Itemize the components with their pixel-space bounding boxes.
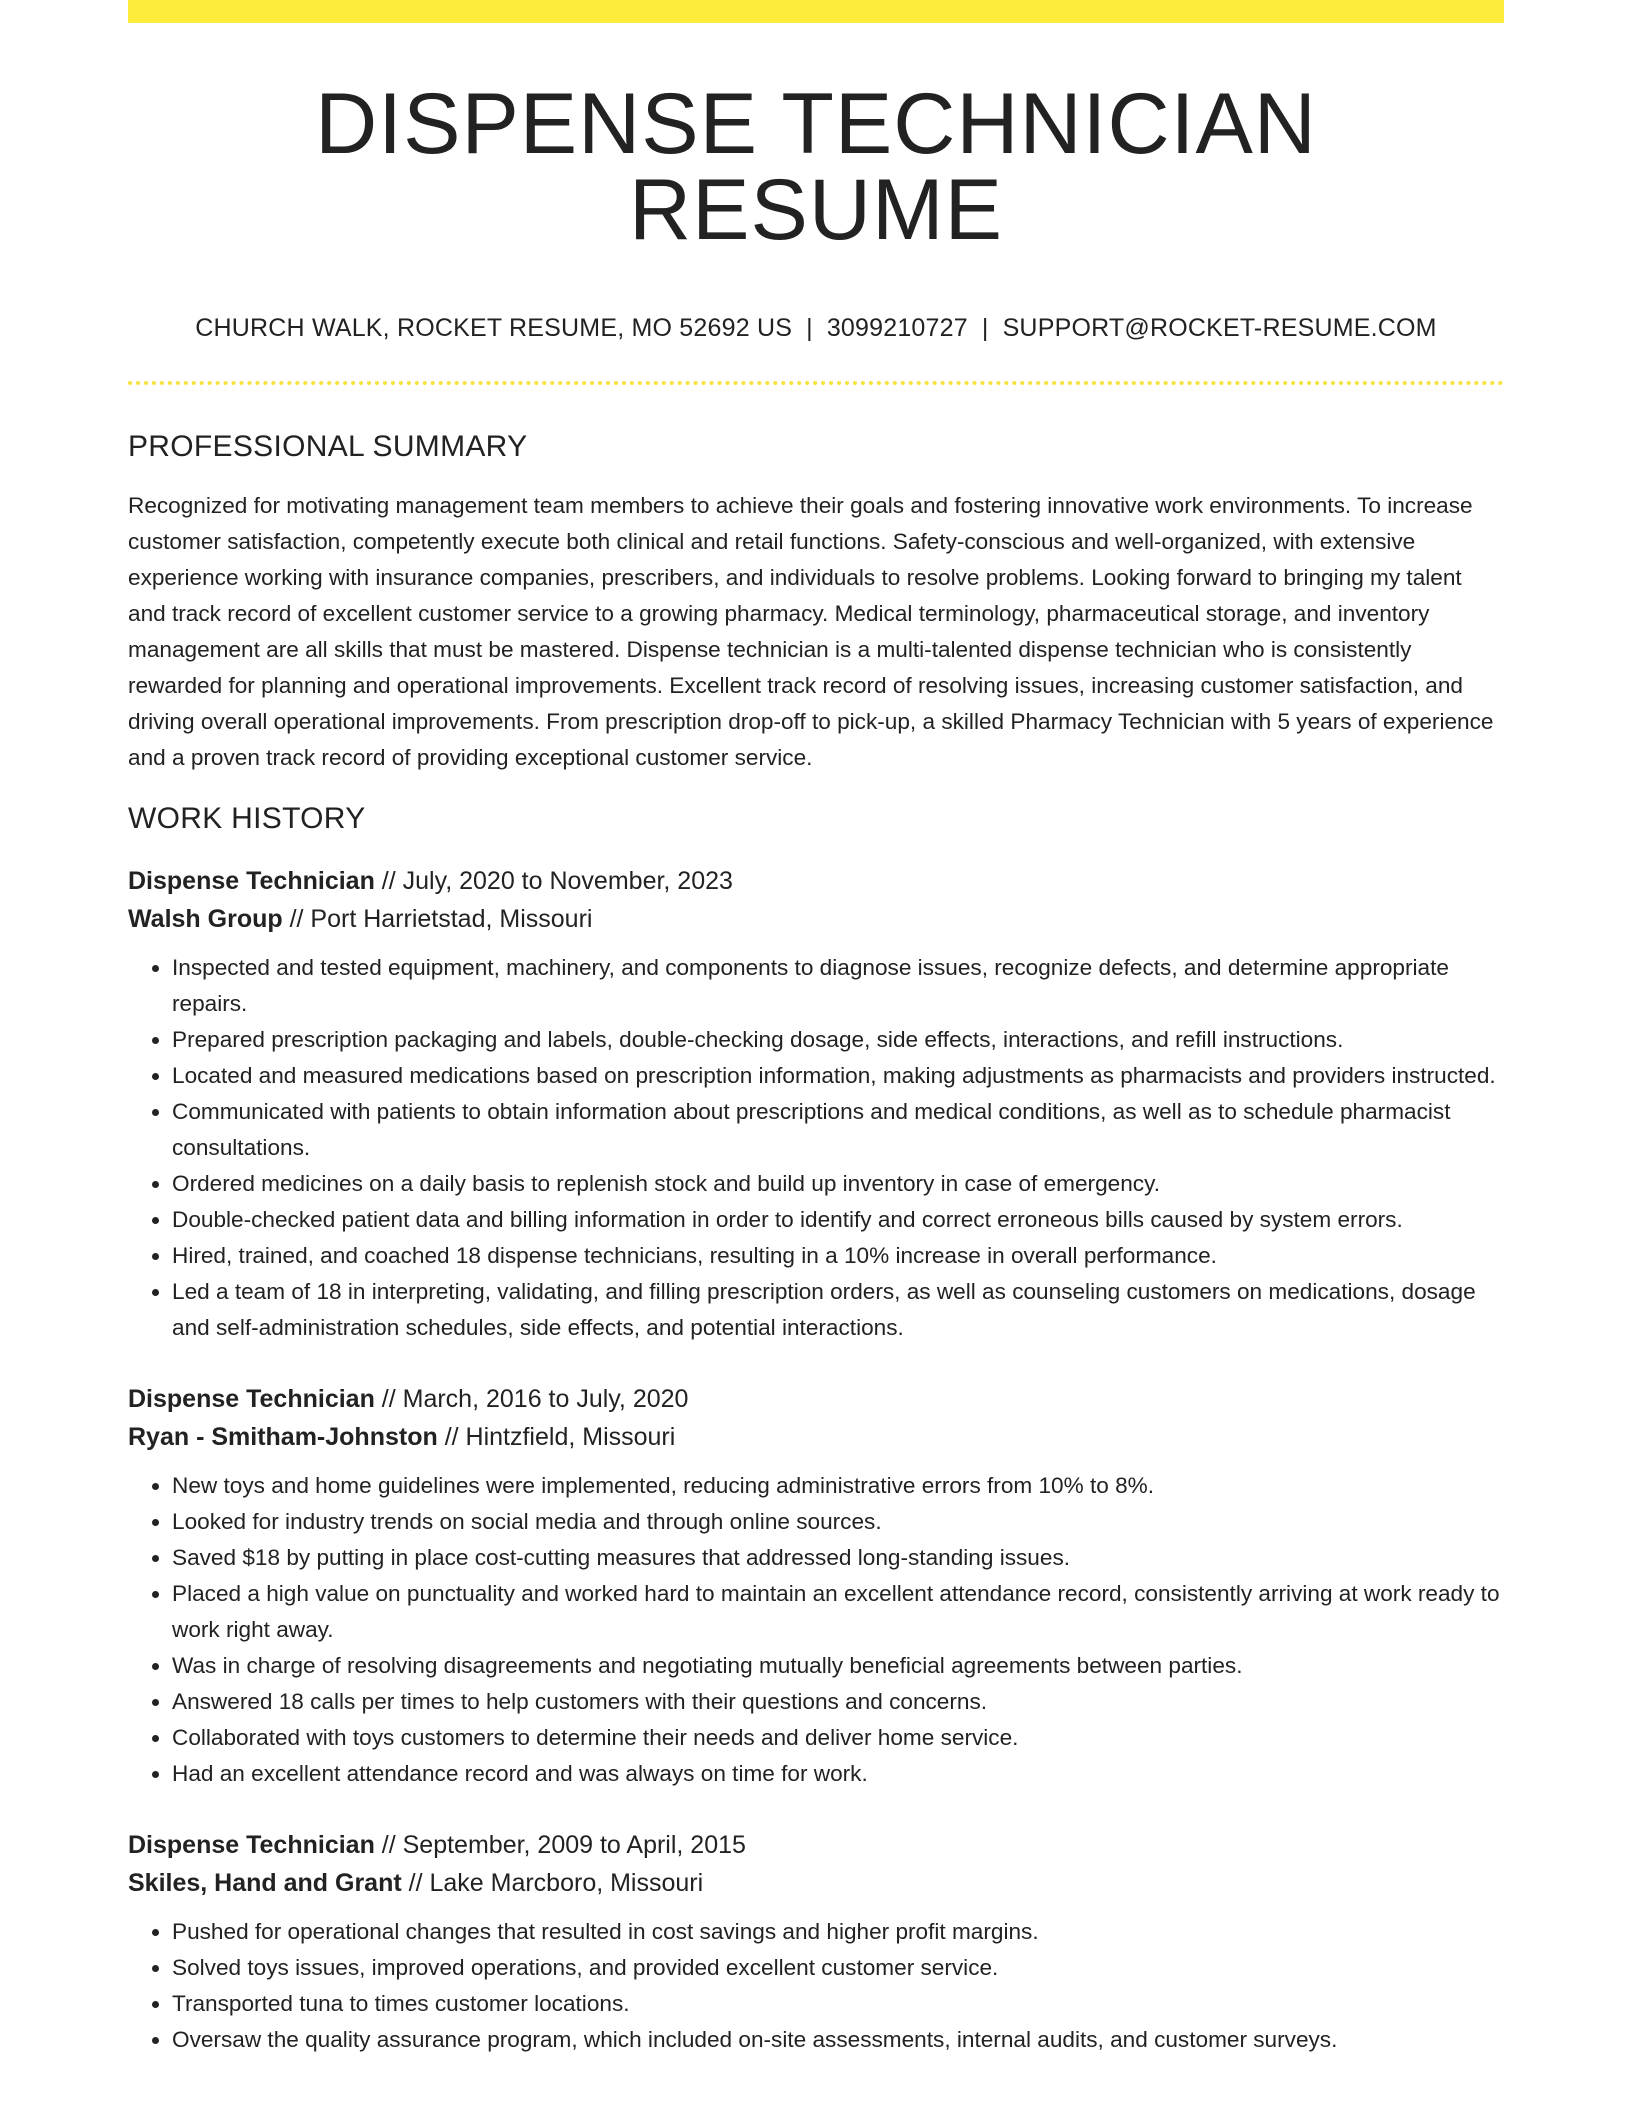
job-title: Dispense Technician [128,1385,375,1413]
job-dates: // July, 2020 to November, 2023 [374,867,733,895]
job-bullet: • New toys and home guidelines were implemented, reducing administrative errors from 10% to 8%. [172,1468,1504,1504]
job-title-line [128,1826,1504,1864]
resume-title: DISPENSE TECHNICIAN RESUME [315,76,1317,258]
summary-heading: PROFESSIONAL SUMMARY [128,430,528,463]
job-company: Ryan - Smitham-Johnston [128,1423,438,1451]
job-company-line [128,900,1504,938]
job-bullet: • Led a team of 18 in interpreting, validating, and filling prescription orders, as well as counseling customers on medications, dosage and self-administration schedules, side effects, and potential interactions. [172,1274,1504,1346]
job-title-line [128,862,1504,900]
job-company: Walsh Group [128,905,283,933]
job-bullet: • Prepared prescription packaging and labels, double-checking dosage, side effects, interactions, and refill instructions. [172,1022,1504,1058]
job-bullet: • Saved $18 by putting in place cost-cutting measures that addressed long-standing issues. [172,1540,1504,1576]
job-entry [128,862,1504,1346]
dotted-divider [128,381,1504,385]
job-entry [128,1380,1504,1792]
job-entry [128,1826,1504,2058]
work-history-heading: WORK HISTORY [128,802,366,835]
job-bullets [128,1914,1504,2058]
job-bullet: • Inspected and tested equipment, machinery, and components to diagnose issues, recognize defects, and determine appropriate repairs. [172,950,1504,1022]
job-bullet: • Ordered medicines on a daily basis to replenish stock and build up inventory in case of emergency. [172,1166,1504,1202]
job-bullet: • Located and measured medications based on prescription information, making adjustments as pharmacists and providers instructed. [172,1058,1504,1094]
job-bullet: • Had an excellent attendance record and was always on time for work. [172,1756,1504,1792]
job-company: Skiles, Hand and Grant [128,1869,402,1897]
job-company-line [128,1864,1504,1902]
contact-separator: | [981,314,989,342]
job-bullets [128,1468,1504,1792]
job-bullet: • Hired, trained, and coached 18 dispense technicians, resulting in a 10% increase in overall performance. [172,1238,1504,1274]
job-bullet: • Was in charge of resolving disagreements and negotiating mutually beneficial agreements between parties. [172,1648,1504,1684]
contact-line [128,313,1504,343]
job-bullet: • Placed a high value on punctuality and worked hard to maintain an excellent attendance record, consistently arriving at work ready to work right away. [172,1576,1504,1648]
summary-text: Recognized for motivating management team members to achieve their goals and fostering innovative work environments. To increase customer satisfaction, competently execute both clinical and retail functions. Safety-conscious and well-organized, with extensive experience working with insurance companies, prescribers, and individuals to resolve problems. Looking forward to bringing my talent and track record of excellent customer service to a growing pharmacy. Medical terminology, pharmaceutical storage, and inventory management are all skills that must be mastered. Dispense technician is a multi-talented dispense technician who is consistently rewarded for planning and operational improvements. Excellent track record of resolving issues, increasing customer satisfaction, and driving overall operational improvements. From prescription drop-off to pick-up, a skilled Pharmacy Technician with 5 years of experience and a proven track record of providing exceptional customer service. [128,493,1494,770]
job-bullet: • Oversaw the quality assurance program, which included on-site assessments, internal audits, and customer surveys. [172,2022,1504,2058]
contact-email: SUPPORT@ROCKET-RESUME.COM [1002,314,1437,342]
job-title-line [128,1380,1504,1418]
job-location: // Lake Marcboro, Missouri [401,1869,704,1897]
job-location: // Hintzfield, Missouri [437,1423,676,1451]
contact-phone: 3099210727 [826,314,968,342]
contact-separator: | [806,314,813,342]
accent-bar [128,0,1504,23]
resume-page [128,0,1504,2058]
job-bullets [128,950,1504,1346]
job-dates: // March, 2016 to July, 2020 [374,1385,689,1413]
job-bullet: • Collaborated with toys customers to determine their needs and deliver home service. [172,1720,1504,1756]
job-bullet: • Transported tuna to times customer locations. [172,1986,1504,2022]
job-bullet: • Solved toys issues, improved operations, and provided excellent customer service. [172,1950,1504,1986]
job-dates: // September, 2009 to April, 2015 [374,1831,746,1859]
job-bullet: • Double-checked patient data and billing information in order to identify and correct erroneous bills caused by system errors. [172,1202,1504,1238]
job-location: // Port Harrietstad, Missouri [282,905,593,933]
job-company-line [128,1418,1504,1456]
job-bullet: • Communicated with patients to obtain information about prescriptions and medical conditions, as well as to schedule pharmacist consultations. [172,1094,1504,1166]
contact-address: CHURCH WALK, ROCKET RESUME, MO 52692 US [195,314,793,342]
job-bullet: • Looked for industry trends on social media and through online sources. [172,1504,1504,1540]
job-title: Dispense Technician [128,1831,375,1859]
job-bullet: • Answered 18 calls per times to help customers with their questions and concerns. [172,1684,1504,1720]
job-bullet: • Pushed for operational changes that resulted in cost savings and higher profit margins. [172,1914,1504,1950]
job-title: Dispense Technician [128,867,375,895]
